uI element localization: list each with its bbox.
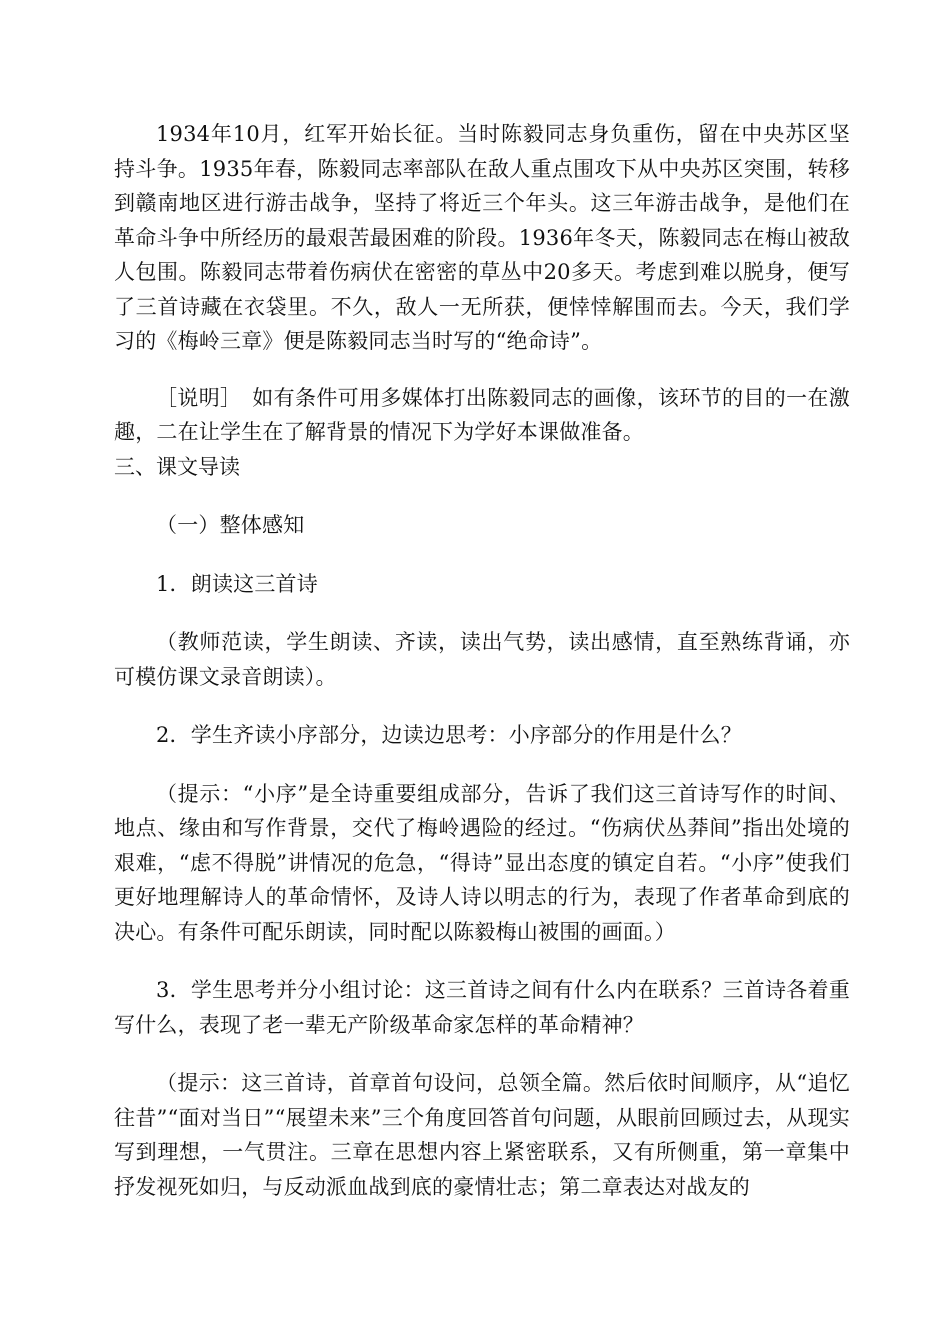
paragraph-note: ［说明］ 如有条件可用多媒体打出陈毅同志的画像，该环节的目的一在激趣，二在让学生在了解背景的情况下为学好本课做准备。 bbox=[114, 385, 850, 444]
subsection-heading: （一）整体感知 bbox=[156, 513, 305, 537]
step-1-body: （教师范读，学生朗读、齐读，读出气势，读出感情，直至熟练背诵，亦可模仿课文录音朗读）。 bbox=[114, 630, 850, 689]
step-2-hint: （提示：“小序”是全诗重要组成部分，告诉了我们这三首诗写作的时间、地点、缘由和写作背景，交代了梅岭遇险的经过。“伤病伏丛莽间”指出处境的艰难，“虑不得脱”讲情况的危急，“得诗”显出态度的镇定自若。“小序”使我们更好地理解诗人的革命情怀，及诗人诗以明志的行为，表现了作者革命到底的决心。有条件可配乐朗读，同时配以陈毅梅山被围的画面。） bbox=[114, 781, 850, 944]
step-3-hint: （提示：这三首诗，首章首句设问，总领全篇。然后依时间顺序，从“追忆往昔”“面对当日”“展望未来”三个角度回答首句问题，从眼前回顾过去，从现实写到理想，一气贯注。三章在思想内容上紧密联系，又有所侧重，第一章集中抒发视死如归，与反动派血战到底的豪情壮志；第二章表达对战友的 bbox=[114, 1071, 850, 1199]
step-3-question: 3．学生思考并分小组讨论：这三首诗之间有什么内在联系？三首诗各着重写什么，表现了老一辈无产阶级革命家怎样的革命精神？ bbox=[114, 978, 850, 1037]
paragraph-background: 1934年10月，红军开始长征。当时陈毅同志身负重伤，留在中央苏区坚持斗争。1935年春，陈毅同志率部队在敌人重点围攻下从中央苏区突围，转移到赣南地区进行游击战争，坚持了将近三个年头。这三年游击战争，是他们在革命斗争中所经历的最艰苦最困难的阶段。1936年冬天，陈毅同志在梅山被敌人包围。陈毅同志带着伤病伏在密密的草丛中20多天。考虑到难以脱身，便写了三首诗藏在衣袋里。不久，敌人一无所获，便悻悻解围而去。今天，我们学习的《梅岭三章》便是陈毅同志当时写的“绝命诗”。 bbox=[114, 122, 850, 353]
section-heading: 三、课文导读 bbox=[114, 454, 240, 479]
step-1-heading: 1．朗读这三首诗 bbox=[156, 571, 318, 596]
document-body bbox=[114, 117, 850, 1204]
step-2-heading: 2．学生齐读小序部分，边读边思考：小序部分的作用是什么？ bbox=[156, 723, 742, 747]
